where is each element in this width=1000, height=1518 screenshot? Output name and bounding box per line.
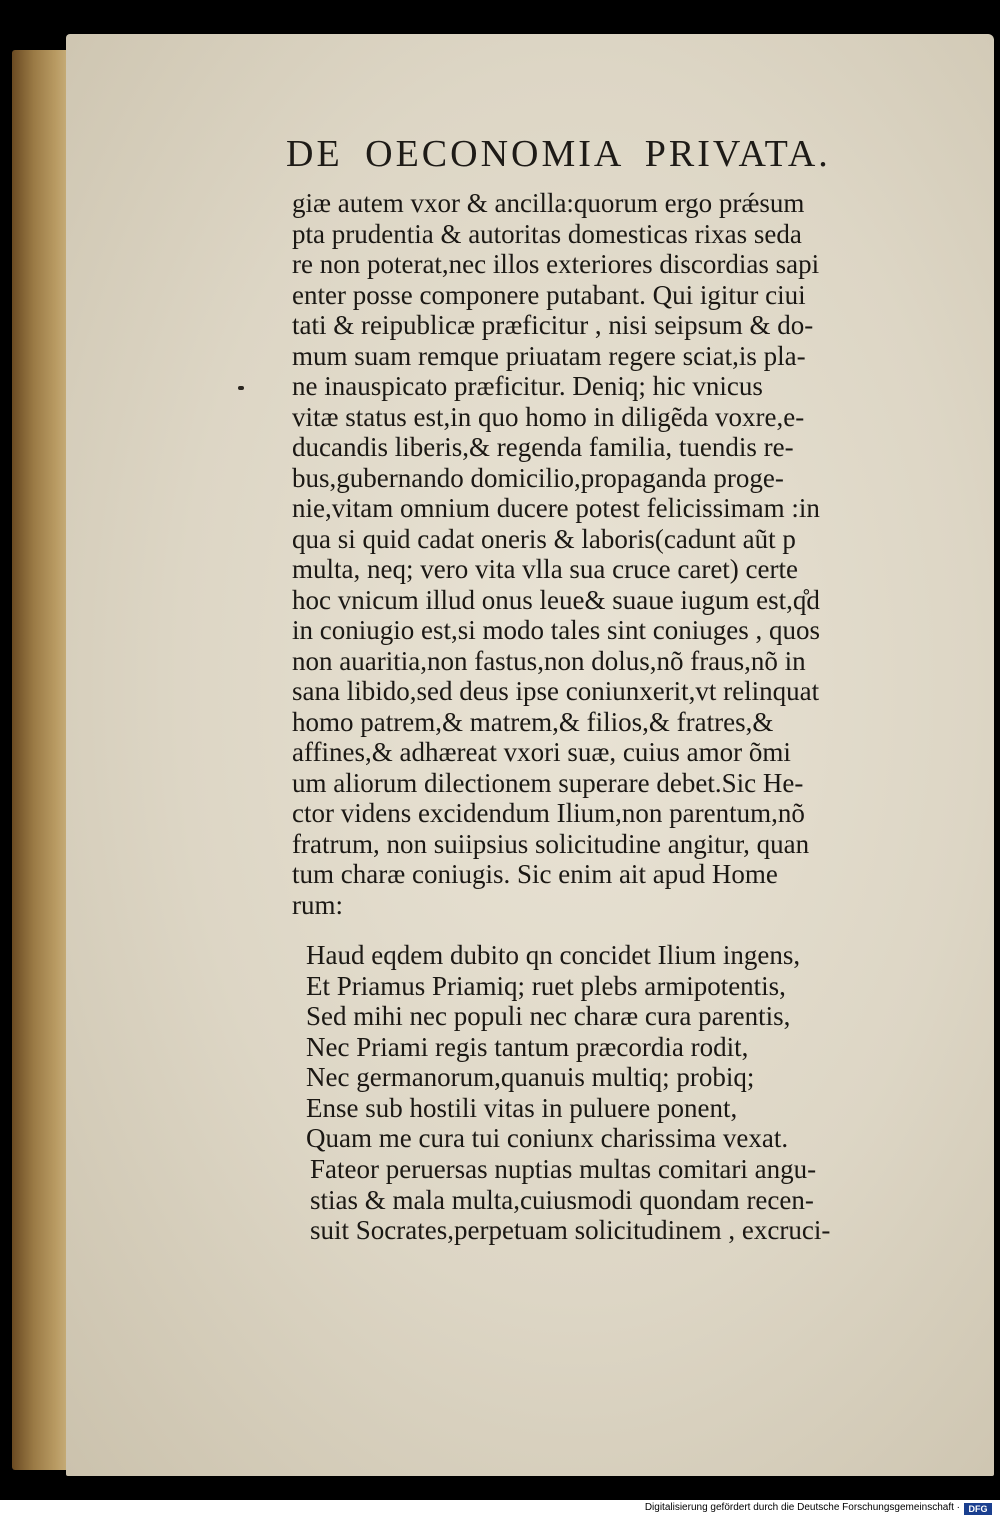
text-line: ducandis liberis,& regenda familia, tuendis re- (292, 432, 794, 462)
credit-bar (0, 1500, 1000, 1518)
text-line: in coniugio est,si modo tales sint coniuges , quos (292, 615, 820, 645)
text-line: affines,& adhæreat vxori suæ, cuius amor õmi (292, 737, 791, 767)
book-binding-edge (12, 50, 74, 1470)
text-line: qua si quid cadat oneris & laboris(cadunt aũt p (292, 523, 796, 554)
text-line: Fateor peruersas nuptias multas comitari angu- (310, 1154, 817, 1184)
text-line: fratrum, non suiipsius solicitudine angitur, quan (292, 828, 810, 859)
verse-block (306, 940, 956, 1154)
text-line: multa, neq; vero vita vlla sua cruce caret) certe (292, 554, 798, 584)
text-line: suit Socrates,perpetuam solicitudinem , excruci- (310, 1215, 831, 1245)
text-line: um aliorum dilectionem superare debet.Sic He- (292, 767, 804, 798)
text-line: bus,gubernando domicilio,propaganda proge- (292, 462, 784, 493)
text-line: ctor videns excidendum Ilium,non parentum,nõ (292, 798, 805, 828)
text-line: stias & mala multa,cuiusmodi quondam recen- (310, 1184, 814, 1215)
text-line: pta prudentia & autoritas domesticas rixas seda (292, 218, 802, 249)
prose-block (292, 188, 952, 920)
verse-line: Haud eqdem dubito qn concidet Ilium ingens, (306, 940, 801, 970)
verse-line: Ense sub hostili vitas in puluere ponent, (306, 1092, 738, 1123)
ink-speck (238, 386, 244, 390)
text-line: tati & reipublicæ præficitur , nisi seipsum & do- (292, 310, 814, 340)
text-line: hoc vnicum illud onus leue& suaue iugum est,q̊d (292, 584, 820, 615)
text-line: sana libido,sed deus ipse coniunxerit,vt relinquat (292, 676, 820, 706)
text-line: giæ autem vxor & ancilla:quorum ergo prǽsum (292, 188, 805, 218)
text-line: homo patrem,& matrem,& filios,& fratres,& (292, 706, 774, 737)
verse-line: Quam me cura tui coniunx charissima vexat. (306, 1123, 789, 1153)
dfg-logo: DFG (964, 1503, 992, 1515)
text-line: tum charæ coniugis. Sic enim ait apud Home (292, 859, 778, 889)
text-line: re non poterat,nec illos exteriores discordias sapi (292, 249, 820, 279)
credit-text: Digitalisierung gefördert durch die Deutsche Forschungsgemeinschaft · (644, 1502, 960, 1513)
text-line: non auaritia,non fastus,non dolus,nõ fraus,nõ in (292, 645, 806, 676)
verse-line: Sed mihi nec populi nec charæ cura parentis, (306, 1001, 791, 1031)
text-line: vitæ status est,in quo homo in diligẽda voxre,e- (292, 401, 805, 432)
verse-line: Nec Priami regis tantum præcordia rodit, (306, 1031, 749, 1062)
verse-line: Nec germanorum,quanuis multiq; probiq; (306, 1062, 755, 1092)
text-line: ne inauspicato præficitur. Deniq; hic vnicus (292, 371, 763, 401)
text-line: enter posse componere putabant. Qui igitur ciui (292, 279, 806, 310)
verse-line: Et Priamus Priamiq; ruet plebs armipotentis, (306, 970, 786, 1001)
running-head: DE OECONOMIA PRIVATA. (286, 133, 831, 175)
closing-prose-block (310, 1154, 960, 1246)
text-line: rum: (292, 889, 343, 920)
text-line: nie,vitam omnium ducere potest felicissimam :in (292, 493, 820, 523)
text-line: mum suam remque priuatam regere sciat,is pla- (292, 340, 806, 371)
